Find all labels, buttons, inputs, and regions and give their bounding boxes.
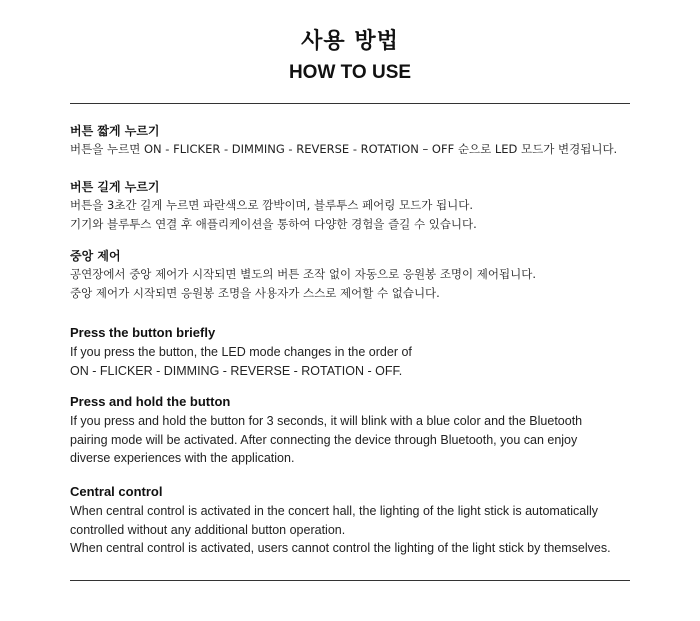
section-body: [70, 265, 536, 303]
section-heading: 버튼 길게 누르기: [70, 180, 160, 194]
page-title-english: HOW TO USE: [288, 62, 412, 83]
section-heading: 버튼 짧게 누르기: [70, 124, 160, 138]
section-body: [70, 343, 412, 380]
top-divider: [70, 103, 630, 104]
body-line: 버튼을 누르면 ON - FLICKER - DIMMING - REVERSE - ROTATION – OFF 순으로 LED 모드가 변경됩니다.: [70, 142, 618, 156]
page-title-korean: 사용 방법: [301, 29, 399, 54]
section-body: [70, 502, 611, 558]
section-body: [70, 140, 617, 159]
body-line: 중앙 제어가 시작되면 응원봉 조명을 사용자가 스스로 제어할 수 없습니다.: [70, 286, 440, 300]
section-heading: Central control: [70, 484, 163, 499]
section-heading: Press the button briefly: [70, 325, 216, 340]
bottom-divider: [70, 580, 630, 581]
section-ko-press-briefly: [70, 122, 617, 159]
body-line: When central control is activated in the concert hall, the lighting of the light stick is automatically: [70, 504, 599, 518]
body-line: diverse experiences with the application.: [70, 451, 295, 465]
section-en-central-control: [70, 482, 611, 558]
body-line: pairing mode will be activated. After connecting the device through Bluetooth, you can enjoy: [70, 432, 578, 447]
section-body: [70, 412, 582, 468]
body-line: controlled without any additional button operation.: [70, 522, 346, 537]
section-heading: 중앙 제어: [70, 249, 121, 263]
body-line: ON - FLICKER - DIMMING - REVERSE - ROTATION - OFF.: [70, 363, 403, 378]
section-heading: Press and hold the button: [70, 394, 231, 409]
body-line: 공연장에서 중앙 제어가 시작되면 별도의 버튼 조작 없이 자동으로 응원봉 조명이 제어됩니다.: [70, 267, 537, 281]
section-en-press-briefly: [70, 323, 412, 380]
body-line: 기기와 블루투스 연결 후 애플리케이션을 통하여 다양한 경험을 즐길 수 있습니다.: [70, 217, 477, 231]
section-en-press-hold: [70, 392, 582, 468]
body-line: 버튼을 3초간 길게 누르면 파란색으로 깜박이며, 블루투스 페어링 모드가 됩니다.: [70, 198, 474, 212]
section-ko-press-hold: [70, 178, 477, 234]
section-ko-central-control: [70, 247, 536, 303]
section-body: [70, 196, 477, 234]
body-line: When central control is activated, users cannot control the lighting of the light stick by themselves.: [70, 541, 611, 555]
body-line: If you press and hold the button for 3 seconds, it will blink with a blue color and the Bluetooth: [70, 414, 583, 428]
body-line: If you press the button, the LED mode changes in the order of: [70, 345, 412, 359]
